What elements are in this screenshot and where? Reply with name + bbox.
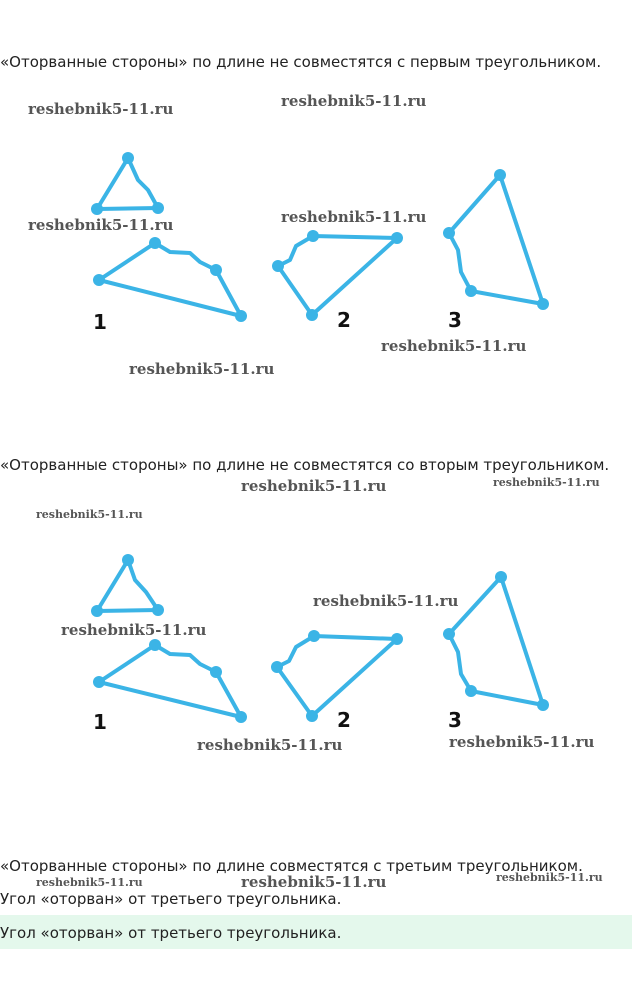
- torn-shape-2: [277, 636, 397, 716]
- torn-shape-1: [99, 645, 241, 717]
- figure-label-2: 2: [337, 708, 351, 732]
- vertex-dot: [465, 685, 477, 697]
- watermark: reshebnik5-11.ru: [61, 621, 207, 639]
- vertex-dot: [391, 633, 403, 645]
- watermark: reshebnik5-11.ru: [241, 477, 387, 495]
- torn-shape-3: [449, 175, 543, 304]
- vertex-dot: [306, 710, 318, 722]
- watermark: reshebnik5-11.ru: [281, 92, 427, 110]
- paragraph-second: «Оторванные стороны» по длине не совместятся со вторым треугольником.: [0, 456, 610, 474]
- watermark: reshebnik5-11.ru: [36, 508, 143, 521]
- vertex-dot: [235, 310, 247, 322]
- vertex-dot: [93, 676, 105, 688]
- figure-label-1: 1: [93, 310, 107, 334]
- figure-label-1: 1: [93, 710, 107, 734]
- vertex-dot: [210, 264, 222, 276]
- vertex-dot: [152, 202, 164, 214]
- watermark: reshebnik5-11.ru: [241, 873, 387, 891]
- vertex-dot: [149, 639, 161, 651]
- watermark: reshebnik5-11.ru: [36, 876, 143, 889]
- watermark: reshebnik5-11.ru: [449, 733, 595, 751]
- vertex-dot: [495, 571, 507, 583]
- highlight-box: [0, 915, 632, 949]
- watermark: reshebnik5-11.ru: [129, 360, 275, 378]
- vertex-dot: [443, 628, 455, 640]
- watermark: reshebnik5-11.ru: [313, 592, 459, 610]
- triangles-figure-2: [0, 540, 632, 760]
- watermark: reshebnik5-11.ru: [493, 476, 600, 489]
- torn-shape-2: [278, 236, 397, 315]
- figure-label-3: 3: [448, 308, 462, 332]
- vertex-dot: [494, 169, 506, 181]
- vertex-dot: [271, 661, 283, 673]
- vertex-dot: [465, 285, 477, 297]
- torn-shape-1: [99, 243, 241, 316]
- figure-label-2: 2: [337, 308, 351, 332]
- torn-shape-3: [449, 577, 543, 705]
- watermark: reshebnik5-11.ru: [197, 736, 343, 754]
- figure-label-3: 3: [448, 708, 462, 732]
- vertex-dot: [122, 554, 134, 566]
- vertex-dot: [537, 699, 549, 711]
- vertex-dot: [91, 605, 103, 617]
- small-triangle: [97, 158, 158, 209]
- watermark: reshebnik5-11.ru: [28, 100, 174, 118]
- watermark: reshebnik5-11.ru: [496, 871, 603, 884]
- vertex-dot: [272, 260, 284, 272]
- vertex-dot: [149, 237, 161, 249]
- vertex-dot: [443, 227, 455, 239]
- small-triangle: [97, 560, 158, 611]
- vertex-dot: [122, 152, 134, 164]
- vertex-dot: [152, 604, 164, 616]
- paragraph-first: «Оторванные стороны» по длине не совместятся с первым треугольником.: [0, 53, 602, 71]
- vertex-dot: [210, 666, 222, 678]
- paragraph-angle: Угол «оторван» от третьего треугольника.: [0, 890, 342, 908]
- watermark: reshebnik5-11.ru: [28, 216, 174, 234]
- vertex-dot: [537, 298, 549, 310]
- vertex-dot: [235, 711, 247, 723]
- vertex-dot: [306, 309, 318, 321]
- vertex-dot: [307, 230, 319, 242]
- highlight-text: Угол «оторван» от третьего треугольника.: [0, 924, 342, 942]
- vertex-dot: [91, 203, 103, 215]
- triangles-figure-1: [0, 140, 632, 360]
- watermark: reshebnik5-11.ru: [381, 337, 527, 355]
- watermark: reshebnik5-11.ru: [281, 208, 427, 226]
- vertex-dot: [391, 232, 403, 244]
- paragraph-third: «Оторванные стороны» по длине совместятся с третьим треугольником.: [0, 857, 583, 875]
- vertex-dot: [308, 630, 320, 642]
- vertex-dot: [93, 274, 105, 286]
